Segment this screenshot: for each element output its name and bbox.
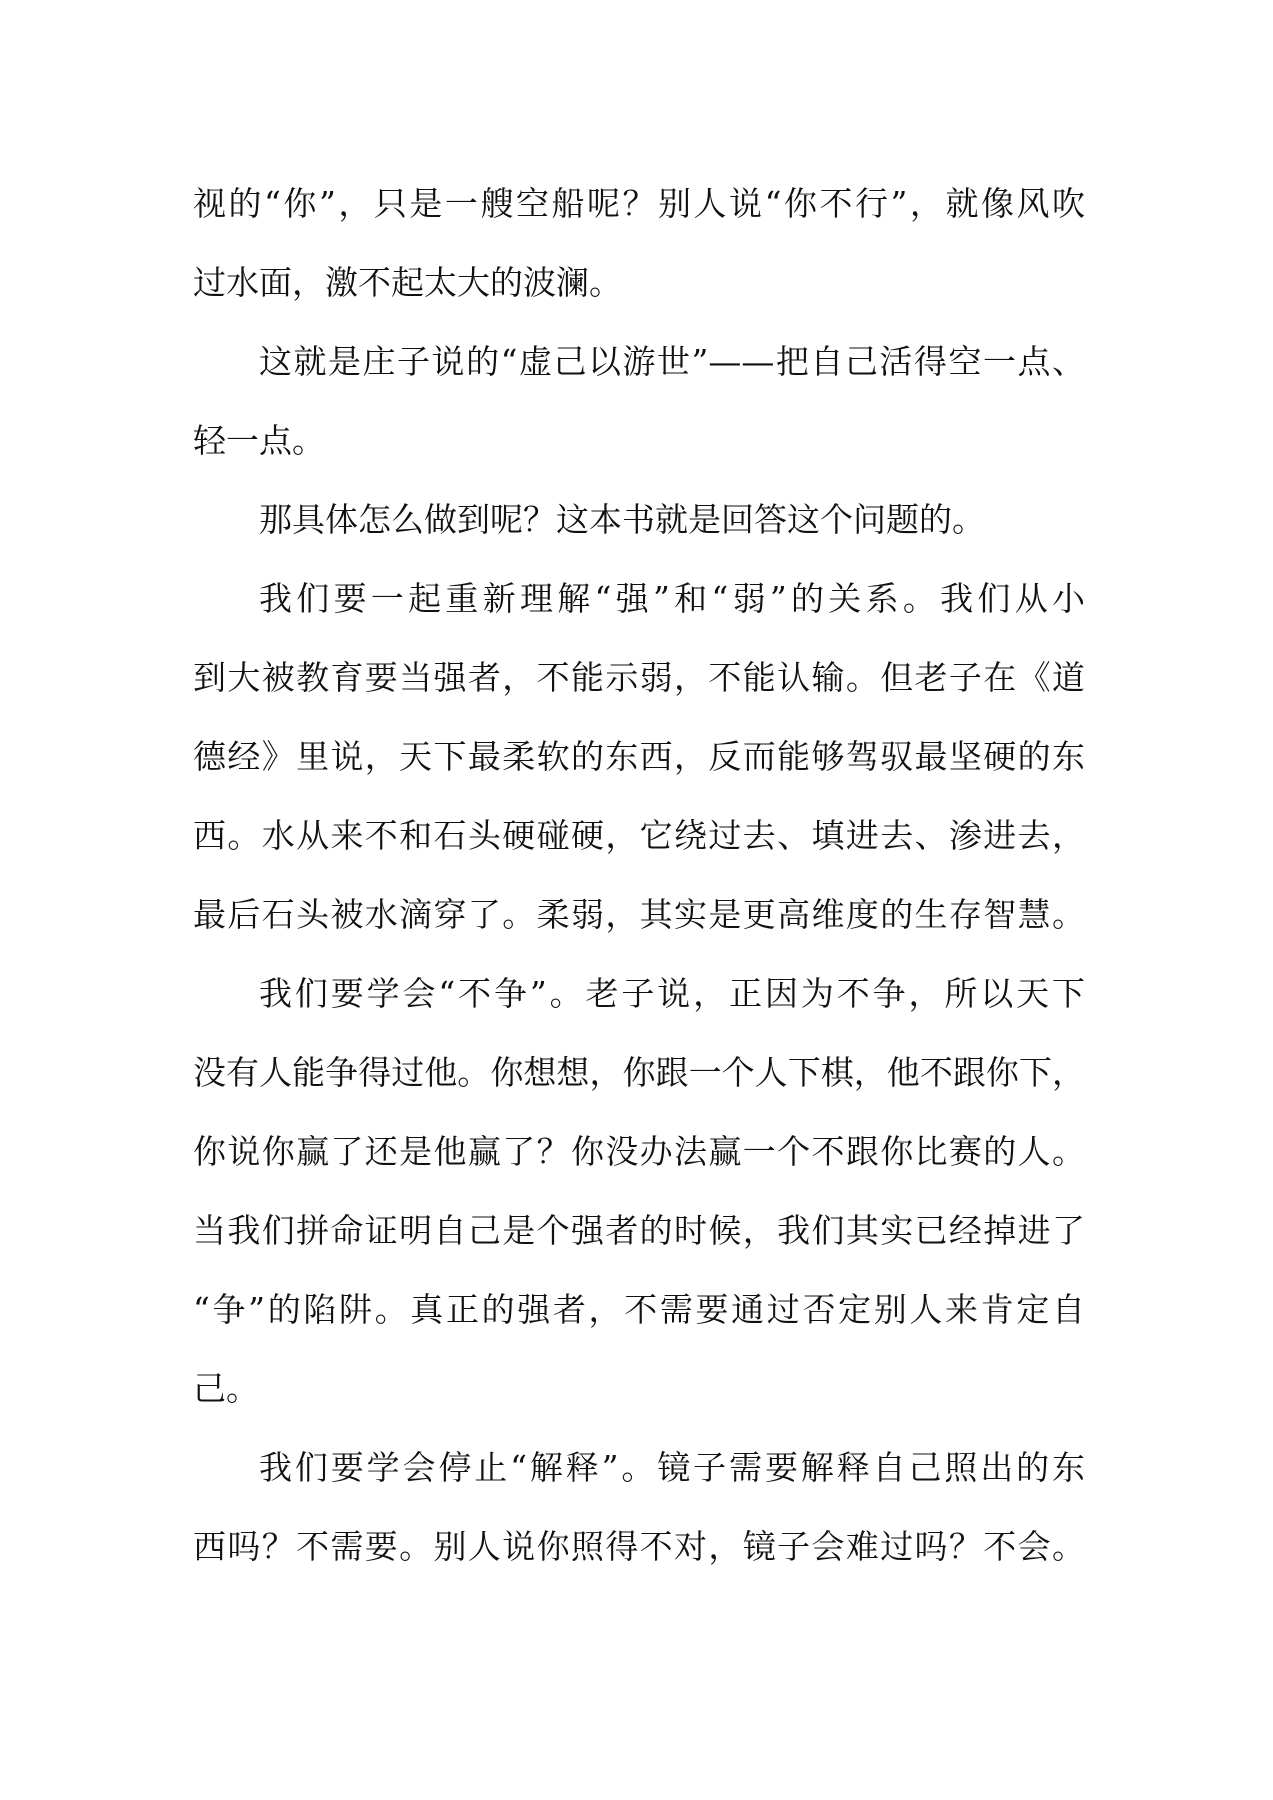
text-line: 你说你赢了还是他赢了？你没办法赢一个不跟你比赛的人。 [193,1132,1085,1171]
text-line: 西。水从来不和石头硬碰硬，它绕过去、填进去、渗进去， [193,816,1085,855]
text-line: 当我们拼命证明自己是个强者的时候，我们其实已经掉进了 [193,1211,1085,1250]
text-line: 己。 [193,1369,259,1408]
text-line: 视的“你”，只是一艘空船呢？别人说“你不行”，就像风吹 [193,184,1085,223]
text-line: 过水面，激不起太大的波澜。 [193,263,622,302]
body-text [193,164,1085,1586]
text-line: 德经》里说，天下最柔软的东西，反而能够驾驭最坚硬的东 [193,737,1085,776]
text-line: 西吗？不需要。别人说你照得不对，镜子会难过吗？不会。 [193,1527,1085,1566]
text-line: 我们要学会“不争”。老子说，正因为不争，所以天下 [259,974,1085,1013]
text-line: 没有人能争得过他。你想想，你跟一个人下棋，他不跟你下， [193,1053,1085,1092]
text-line: 我们要一起重新理解“强”和“弱”的关系。我们从小 [259,579,1085,618]
text-line: 最后石头被水滴穿了。柔弱，其实是更高维度的生存智慧。 [193,895,1085,934]
text-line: “争”的陷阱。真正的强者，不需要通过否定别人来肯定自 [193,1290,1085,1329]
text-line: 这就是庄子说的“虚己以游世”——把自己活得空一点、 [259,342,1085,381]
text-line: 那具体怎么做到呢？这本书就是回答这个问题的。 [259,500,985,539]
text-line: 轻一点。 [193,421,325,460]
text-line: 到大被教育要当强者，不能示弱，不能认输。但老子在《道 [193,658,1085,697]
text-line: 我们要学会停止“解释”。镜子需要解释自己照出的东 [259,1448,1085,1487]
